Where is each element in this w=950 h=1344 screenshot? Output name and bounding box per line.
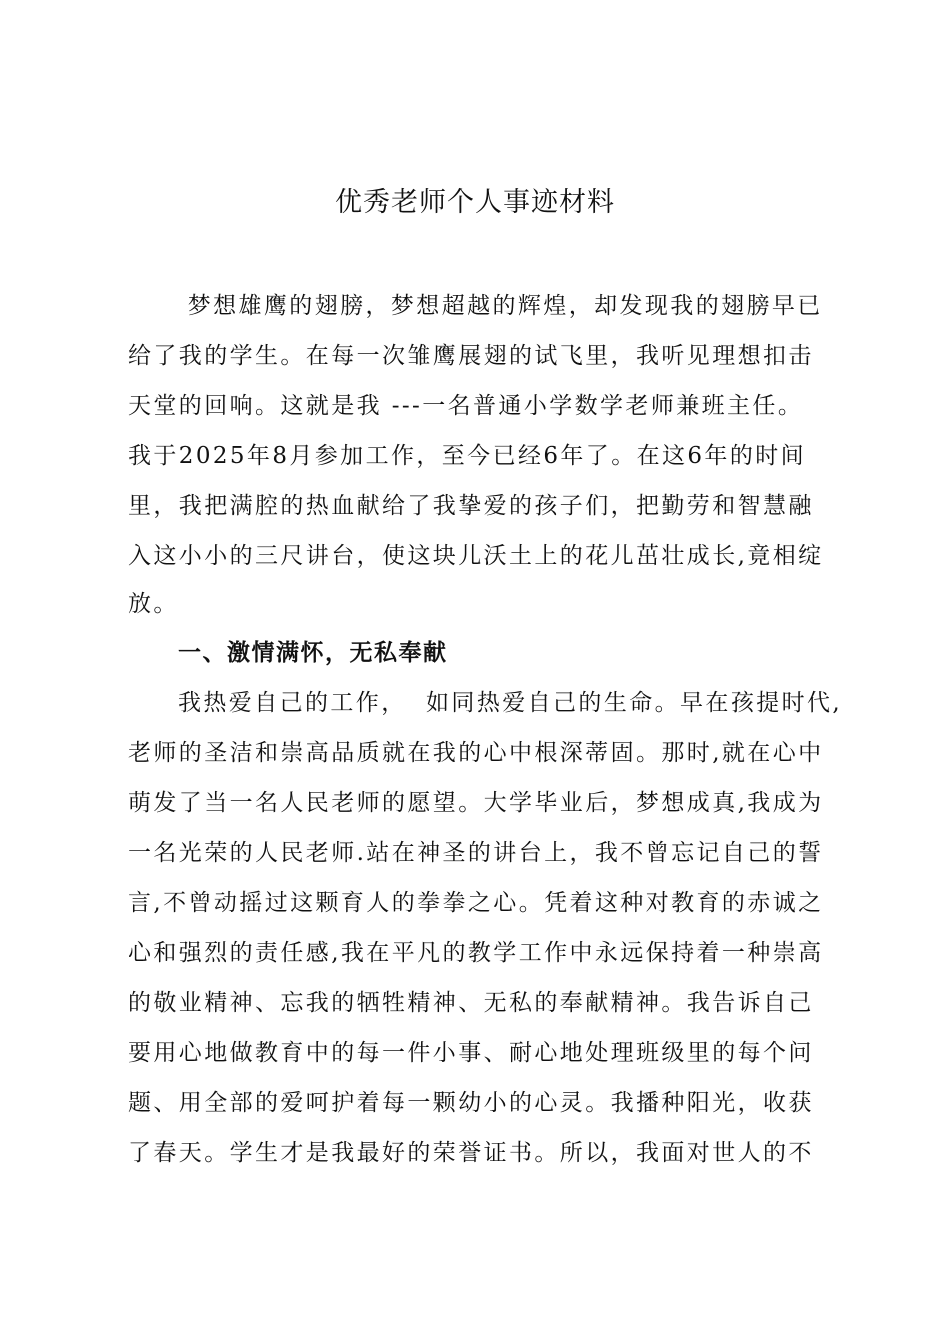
paragraph-line: 题、用全部的爱呵护着每一颗幼小的心灵。我播种阳光，收获 [128, 1090, 814, 1116]
paragraph-line: 入这小小的三尺讲台，使这块儿沃土上的花儿茁壮成长,竟相绽 [128, 543, 824, 569]
paragraph-line: 要用心地做教育中的每一件小事、耐心地处理班级里的每个问 [128, 1040, 814, 1066]
section-heading: 一、激情满怀，无私奉献 [178, 640, 448, 666]
paragraph-line: 言,不曾动摇过这颗育人的拳拳之心。凭着这种对教育的赤诚之 [128, 890, 824, 916]
paragraph-line: 放。 [128, 591, 179, 617]
paragraph-line: 给了我的学生。在每一次雏鹰展翅的试飞里，我听见理想扣击 [128, 343, 814, 369]
paragraph-line: 一名光荣的人民老师.站在神圣的讲台上，我不曾忘记自己的誓 [128, 840, 824, 866]
paragraph-line: 的敬业精神、忘我的牺牲精神、无私的奉献精神。我告诉自己 [128, 990, 814, 1016]
paragraph-line: 我于2025年8月参加工作，至今已经6年了。在这6年的时间 [128, 443, 807, 469]
document-title: 优秀老师个人事迹材料 [335, 187, 615, 218]
paragraph-line: 里，我把满腔的热血献给了我挚爱的孩子们，把勤劳和智慧融 [128, 493, 814, 519]
paragraph-line: 心和强烈的责任感,我在平凡的教学工作中永远保持着一种崇高 [128, 940, 824, 966]
paragraph-line: 萌发了当一名人民老师的愿望。大学毕业后，梦想成真,我成为 [128, 790, 824, 816]
paragraph-line: 梦想雄鹰的翅膀，梦想超越的辉煌，却发现我的翅膀早已 [178, 293, 823, 319]
paragraph-line: 天堂的回响。这就是我 ---一名普通小学数学老师兼班主任。 [128, 393, 804, 419]
paragraph-line: 老师的圣洁和崇高品质就在我的心中根深蒂固。那时,就在心中 [128, 740, 824, 766]
paragraph-line: 了春天。学生才是我最好的荣誉证书。所以，我面对世人的不 [128, 1140, 814, 1166]
paragraph-line: 我热爱自己的工作， 如同热爱自己的生命。早在孩提时代, [178, 690, 843, 716]
